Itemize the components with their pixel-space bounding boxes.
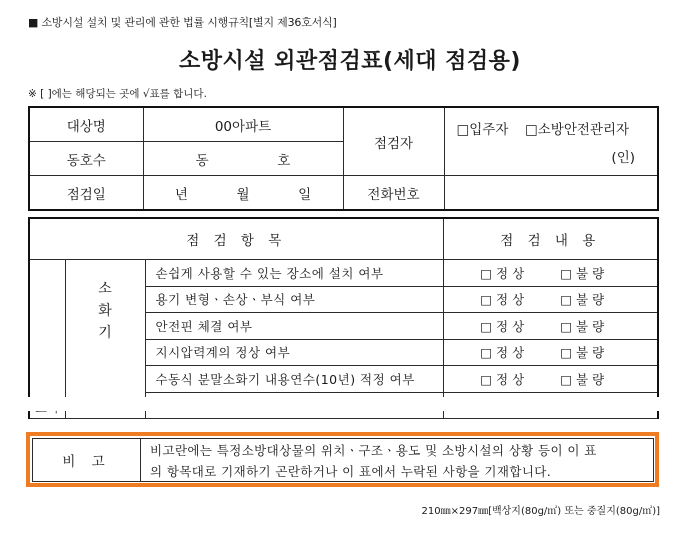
target-label: 대상명 bbox=[29, 107, 143, 142]
year-label: 년 bbox=[174, 186, 188, 203]
ho-label: 호 bbox=[277, 152, 291, 169]
status-cell bbox=[443, 366, 658, 393]
remarks-label: 비 고 bbox=[33, 439, 141, 482]
check-item: 수동식 분말소화기 내용연수(10년) 적정 여부 bbox=[145, 366, 443, 393]
content-header: 점 검 내 용 bbox=[443, 218, 658, 260]
category-cell bbox=[29, 260, 65, 419]
bad-checkbox[interactable]: □ 불 량 bbox=[560, 318, 605, 334]
day-label: 일 bbox=[298, 186, 312, 203]
phone-value[interactable] bbox=[444, 176, 658, 211]
check-header-row bbox=[29, 218, 658, 260]
subcategory-cell: 소 화 기 bbox=[65, 260, 145, 419]
dong-label: 동 bbox=[195, 152, 209, 169]
resident-checkbox[interactable]: □입주자 bbox=[456, 122, 509, 138]
inspector-options bbox=[444, 107, 658, 176]
remarks-row-1 bbox=[33, 439, 654, 461]
phone-label: 전화번호 bbox=[343, 176, 444, 211]
good-checkbox[interactable]: □ 정 상 bbox=[480, 318, 525, 334]
check-item: 손쉽게 사용할 수 있는 장소에 설치 여부 bbox=[145, 260, 443, 287]
inspector-label: 점검자 bbox=[343, 107, 444, 176]
seal-mark: (인) bbox=[611, 150, 635, 166]
check-table bbox=[28, 217, 659, 419]
remarks-table bbox=[32, 438, 654, 482]
info-row-date bbox=[29, 176, 658, 211]
check-item: 안전핀 체결 여부 bbox=[145, 313, 443, 340]
unit-label: 동호수 bbox=[29, 142, 143, 176]
status-cell bbox=[443, 313, 658, 340]
good-checkbox[interactable]: □ 정 상 bbox=[480, 371, 525, 387]
date-label: 점검일 bbox=[29, 176, 143, 211]
date-value[interactable] bbox=[143, 176, 343, 211]
bad-checkbox[interactable]: □ 불 량 bbox=[560, 371, 605, 387]
instruction-note: ※ [ ]에는 해당되는 곳에 √표를 합니다. bbox=[28, 88, 207, 100]
regulation-header: ■ 소방시설 설치 및 관리에 관한 법률 시행규칙[별지 제36호서식] bbox=[28, 16, 337, 29]
check-item: 용기 변형ㆍ손상ㆍ부식 여부 bbox=[145, 286, 443, 313]
remarks-text-line2: 의 항목대로 기재하기 곤란하거나 이 표에서 누락된 사항을 기재합니다. bbox=[141, 460, 654, 482]
good-checkbox[interactable]: □ 정 상 bbox=[480, 292, 525, 308]
target-value[interactable]: 00아파트 bbox=[143, 107, 343, 142]
remarks-text-line1: 비고란에는 특정소방대상물의 위치ㆍ구조ㆍ용도 및 소방시설의 상황 등이 이 표 bbox=[141, 439, 654, 461]
info-row-target bbox=[29, 107, 658, 142]
status-cell bbox=[443, 286, 658, 313]
check-item: 지시압력계의 정상 여부 bbox=[145, 339, 443, 366]
month-label: 월 bbox=[236, 186, 250, 203]
items-header: 점 검 항 목 bbox=[29, 218, 443, 260]
form-title: 소방시설 외관점검표(세대 점검용) bbox=[179, 49, 521, 74]
bad-checkbox[interactable]: □ 불 량 bbox=[560, 345, 605, 361]
unit-value[interactable] bbox=[143, 142, 343, 176]
status-cell bbox=[443, 339, 658, 366]
status-cell bbox=[443, 260, 658, 287]
check-row bbox=[29, 260, 658, 287]
bad-checkbox[interactable]: □ 불 량 bbox=[560, 292, 605, 308]
bad-checkbox[interactable]: □ 불 량 bbox=[560, 265, 605, 281]
good-checkbox[interactable]: □ 정 상 bbox=[480, 265, 525, 281]
safety-manager-checkbox[interactable]: □소방안전관리자 bbox=[524, 122, 630, 138]
good-checkbox[interactable]: □ 정 상 bbox=[480, 345, 525, 361]
info-table bbox=[28, 106, 659, 211]
page-cut bbox=[26, 397, 660, 411]
paper-spec: 210㎜×297㎜[백상지(80g/㎡) 또는 중질지(80g/㎡)] bbox=[421, 506, 660, 517]
